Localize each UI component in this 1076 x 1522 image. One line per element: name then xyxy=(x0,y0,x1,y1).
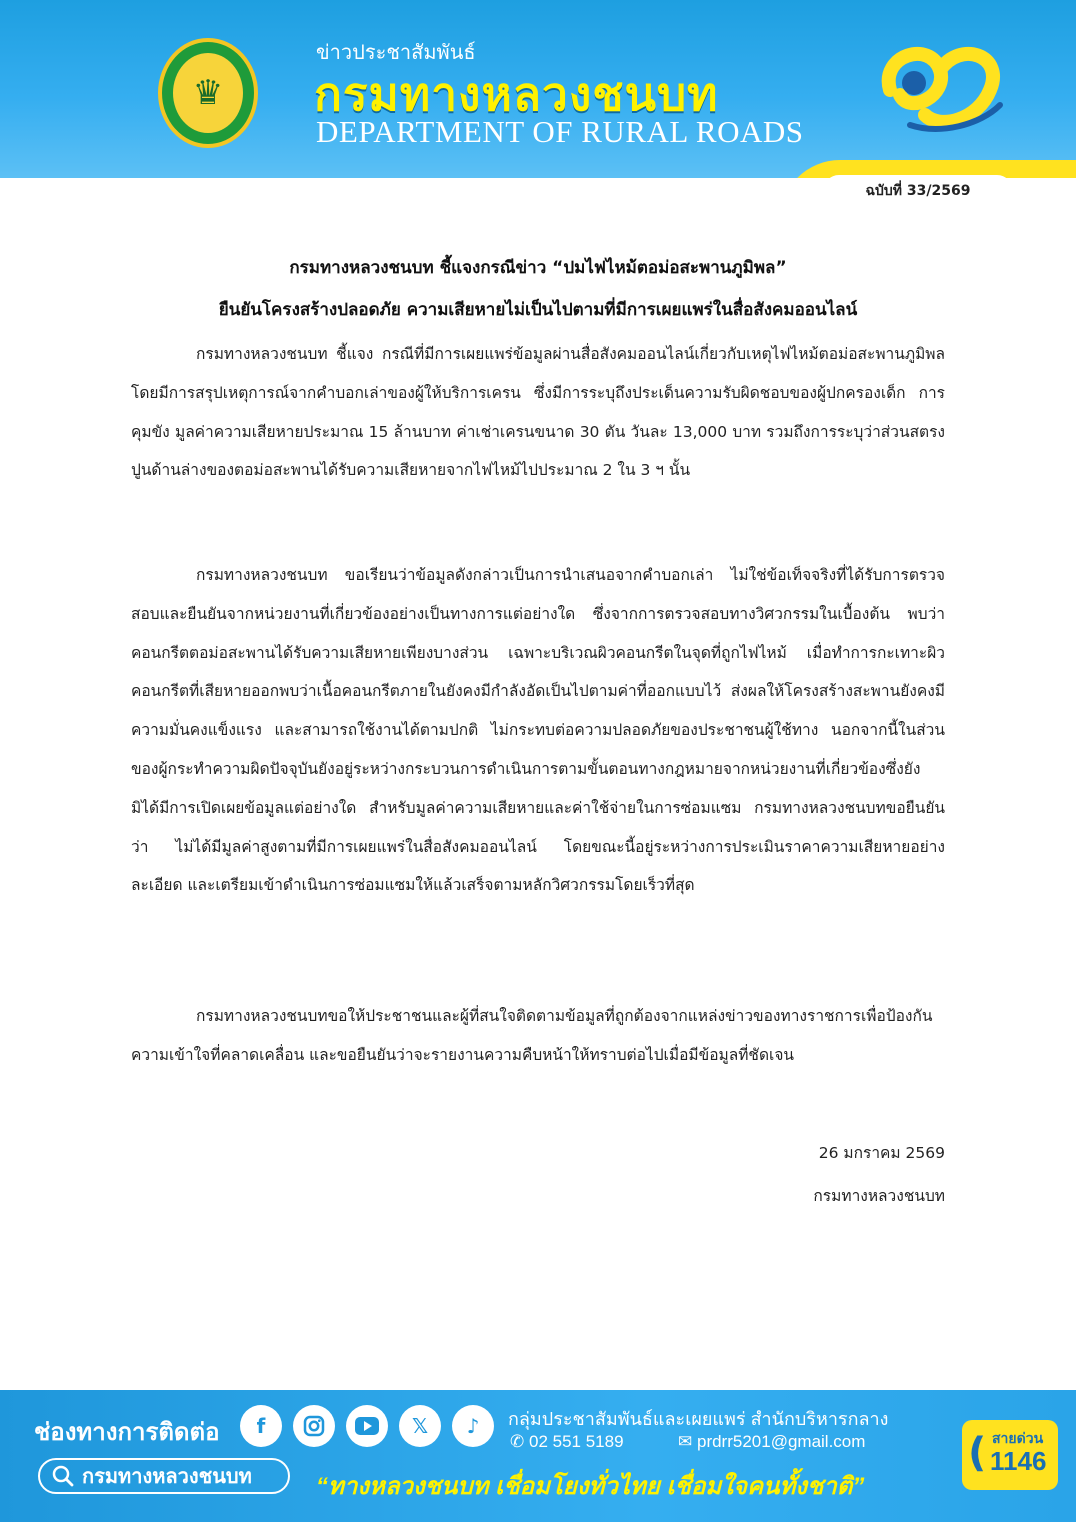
release-date: 26 มกราคม 2569 xyxy=(818,1144,945,1162)
press-release-kicker: ข่าวประชาสัมพันธ์ xyxy=(316,42,476,64)
search-department-text: กรมทางหลวงชนบท xyxy=(82,1466,252,1488)
letterhead-banner xyxy=(0,0,1076,178)
hotline-badge[interactable] xyxy=(962,1420,1058,1490)
hotline-phone-icon: ( xyxy=(968,1430,987,1476)
seal-emblem-icon: ♛ xyxy=(173,53,243,133)
phone-icon: ✆ xyxy=(510,1432,525,1451)
search-department-pill[interactable] xyxy=(38,1458,290,1494)
issuing-organization: กรมทางหลวงชนบท xyxy=(813,1187,945,1205)
tiktok-icon[interactable]: ♪ xyxy=(452,1405,494,1447)
department-name-thai: กรมทางหลวงชนบท xyxy=(314,68,719,120)
body-paragraph-3 xyxy=(131,997,945,1075)
department-seal-logo xyxy=(158,38,258,148)
contact-footer xyxy=(0,1390,1076,1522)
hotline-label: สายด่วน xyxy=(992,1431,1044,1447)
mail-icon: ✉ xyxy=(678,1432,693,1451)
hotline-number: 1146 xyxy=(990,1446,1047,1476)
phone-contact xyxy=(510,1432,624,1452)
headline-secondary: ยืนยันโครงสร้างปลอดภัย ความเสียหายไม่เป็นไปตามที่มีการเผยแพร่ในสื่อสังคมออนไลน์ xyxy=(218,300,858,320)
headline-primary: กรมทางหลวงชนบท ชี้แจงกรณีข่าว “ปมไฟไหม้ตอม่อสะพานภูมิพล” xyxy=(289,258,787,278)
anniversary-logo xyxy=(870,35,1010,145)
search-icon xyxy=(52,1465,74,1487)
phone-number[interactable]: 02 551 5189 xyxy=(528,1432,624,1451)
body-paragraph-1 xyxy=(131,335,945,490)
email-address[interactable]: prdrr5201@gmail.com xyxy=(696,1432,866,1451)
campaign-slogan: “ทางหลวงชนบท เชื่อมโยงทั่วไทย เชื่อมใจคนทั้งชาติ” xyxy=(316,1473,865,1500)
paragraph-3-text: กรมทางหลวงชนบทขอให้ประชาชนและผู้ที่สนใจติดตามข้อมูลที่ถูกต้องจากแหล่งข่าวของทางราชการเพื่อป้องกันความเข้าใจที่คลาดเคลื่อน และขอยืนยันว่าจะรายงานความคืบหน้าให้ทราบต่อไปเมื่อมีข้อมูลที่ชัดเจน xyxy=(131,1007,933,1064)
body-paragraph-2 xyxy=(131,556,945,905)
instagram-icon[interactable] xyxy=(293,1405,335,1447)
paragraph-2-text: กรมทางหลวงชนบท ขอเรียนว่าข้อมูลดังกล่าวเป็นการนำเสนอจากคำบอกเล่า ไม่ใช่ข้อเท็จจริงที่ได้รับการตรวจสอบและยืนยันจากหน่วยงานที่เกี่ยวข้องอย่างเป็นทางการแต่อย่างใด ซึ่งจากการตรวจสอบทางวิศวกรรมในเบื้องต้น พบว่า คอนกรีตตอม่อสะพานได้รับความเสียหายเพียงบางส่วน เฉพาะบริเวณผิวคอนกรีตในจุดที่ถูกไฟไหม้ เมื่อทำการกะเทาะผิวคอนกรีตที่เสียหายออกพบว่าเนื้อคอนกรีตภายในยังคงมีกำลังอัดเป็นไปตามค่าที่ออกแบบไว้ ส่งผลให้โครงสร้างสะพานยังคงมีความมั่นคงแข็งแรง และสามารถใช้งานได้ตามปกติ ไม่กระทบต่อความปลอดภัยของประชาชนผู้ใช้ทาง นอกจากนี้ในส่วนของผู้กระทำความผิดปัจจุบันยังอยู่ระหว่างกระบวนการดำเนินการตามขั้นตอนทางกฎหมายจากหน่วยงานที่เกี่ยวข้องซึ่งยังมิได้มีการเปิดเผยข้อมูลแต่อย่างใด สำหรับมูลค่าความเสียหายและค่าใช้จ่ายในการซ่อมแซม กรมทางหลวงชนบทขอยืนยันว่า ไม่ได้มีมูลค่าสูงตามที่มีการเผยแพร่ในสื่อสังคมออนไลน์ โดยขณะนี้อยู่ระหว่างการประเมินราคาความเสียหายอย่างละเอียด และเตรียมเข้าดำเนินการซ่อมแซมให้แล้วเสร็จตามหลักวิศวกรรมโดยเร็วที่สุด xyxy=(131,566,945,895)
youtube-icon[interactable] xyxy=(346,1405,388,1447)
contact-channels-label: ช่องทางการติดต่อ xyxy=(34,1419,220,1446)
facebook-icon[interactable]: f xyxy=(240,1405,282,1447)
email-contact xyxy=(678,1432,865,1452)
issue-number-badge: ฉบับที่ 33/2569 xyxy=(823,175,1013,207)
pr-group-name: กลุ่มประชาสัมพันธ์และเผยแพร่ สำนักบริหารกลาง xyxy=(508,1409,889,1429)
paragraph-1-text: กรมทางหลวงชนบท ชี้แจง กรณีที่มีการเผยแพร่ข้อมูลผ่านสื่อสังคมออนไลน์เกี่ยวกับเหตุไฟไหม้ตอม่อสะพานภูมิพล โดยมีการสรุปเหตุการณ์จากคำบอกเล่าของผู้ให้บริการเครน ซึ่งมีการระบุถึงประเด็นความรับผิดชอบของผู้ปกครองเด็ก การคุมขัง มูลค่าความเสียหายประมาณ 15 ล้านบาท ค่าเช่าเครนขนาด 30 ตัน วันละ 13,000 บาท รวมถึงการระบุว่าส่วนสตรงปูนด้านล่างของตอม่อสะพานได้รับความเสียหายจากไฟไหม้ไปประมาณ 2 ใน 3 ฯ นั้น xyxy=(131,345,945,480)
x-icon[interactable]: 𝕏 xyxy=(399,1405,441,1447)
department-name-english: DEPARTMENT OF RURAL ROADS xyxy=(316,114,804,149)
